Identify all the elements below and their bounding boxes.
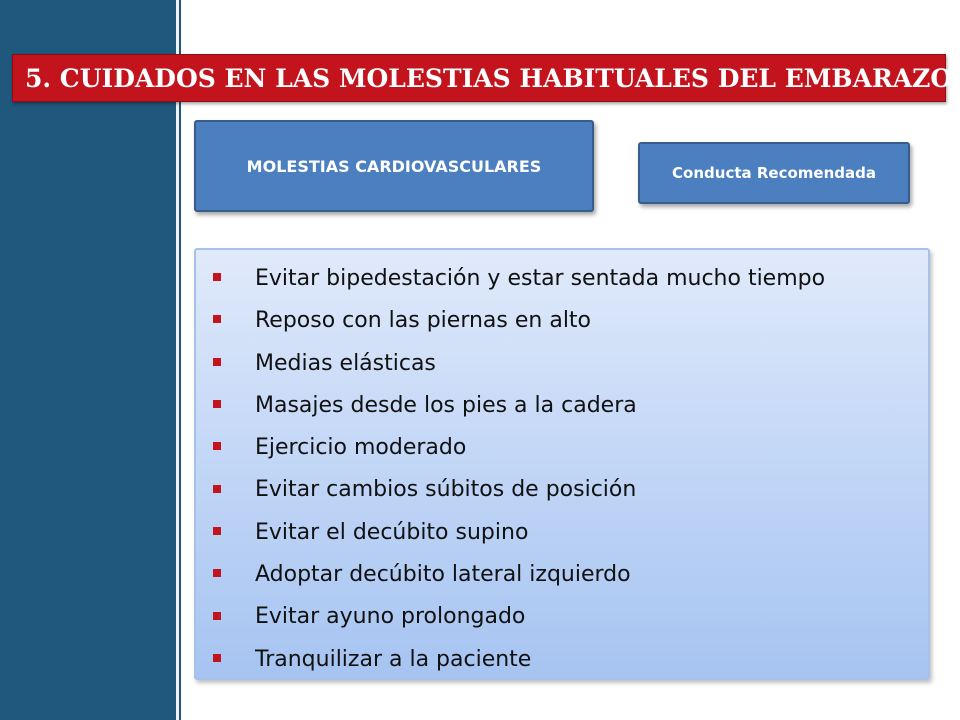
list-item xyxy=(196,554,928,596)
list-item xyxy=(196,427,928,469)
list-item-text: Medias elásticas xyxy=(255,350,436,376)
sidebar-band xyxy=(0,0,176,720)
recommendations-panel xyxy=(194,248,930,680)
square-bullet-icon xyxy=(213,358,221,366)
list-item xyxy=(196,343,928,385)
list-item xyxy=(196,596,928,638)
list-item-text: Evitar bipedestación y estar sentada mucho tiempo xyxy=(255,266,826,291)
list-item-text: Adoptar decúbito lateral izquierdo xyxy=(255,562,631,588)
list-item xyxy=(196,639,928,681)
list-item-text: Evitar cambios súbitos de posición xyxy=(255,477,637,503)
list-item-text: Evitar el decúbito supino xyxy=(255,519,529,545)
list-item xyxy=(196,300,928,342)
list-item xyxy=(196,258,928,300)
square-bullet-icon xyxy=(213,273,221,281)
square-bullet-icon xyxy=(213,485,221,493)
square-bullet-icon xyxy=(213,400,221,408)
list-item-text: Masajes desde los pies a la cadera xyxy=(255,392,637,418)
category-label: MOLESTIAS CARDIOVASCULARES xyxy=(246,156,542,176)
square-bullet-icon xyxy=(213,315,221,323)
list-item-text: Ejercicio moderado xyxy=(255,435,467,461)
slide-title: 5. CUIDADOS EN LAS MOLESTIAS HABITUALES DEL EMBARAZO xyxy=(25,64,953,93)
list-item-text: Reposo con las piernas en alto xyxy=(255,308,592,334)
square-bullet-icon xyxy=(213,442,221,450)
list-item xyxy=(196,469,928,511)
list-item-text: Tranquilizar a la paciente xyxy=(255,646,532,672)
list-item xyxy=(196,512,928,554)
list-item xyxy=(196,385,928,427)
sidebar-divider-inner xyxy=(179,0,181,720)
title-banner xyxy=(12,54,953,102)
list-item-text: Evitar ayuno prolongado xyxy=(255,604,526,630)
square-bullet-icon xyxy=(213,569,221,577)
square-bullet-icon xyxy=(213,612,221,620)
recommendations-list xyxy=(196,250,928,681)
conduct-label: Conducta Recomendada xyxy=(672,164,876,182)
conduct-label-box xyxy=(638,142,910,204)
square-bullet-icon xyxy=(213,527,221,535)
category-label-box xyxy=(194,120,594,212)
square-bullet-icon xyxy=(213,654,221,662)
